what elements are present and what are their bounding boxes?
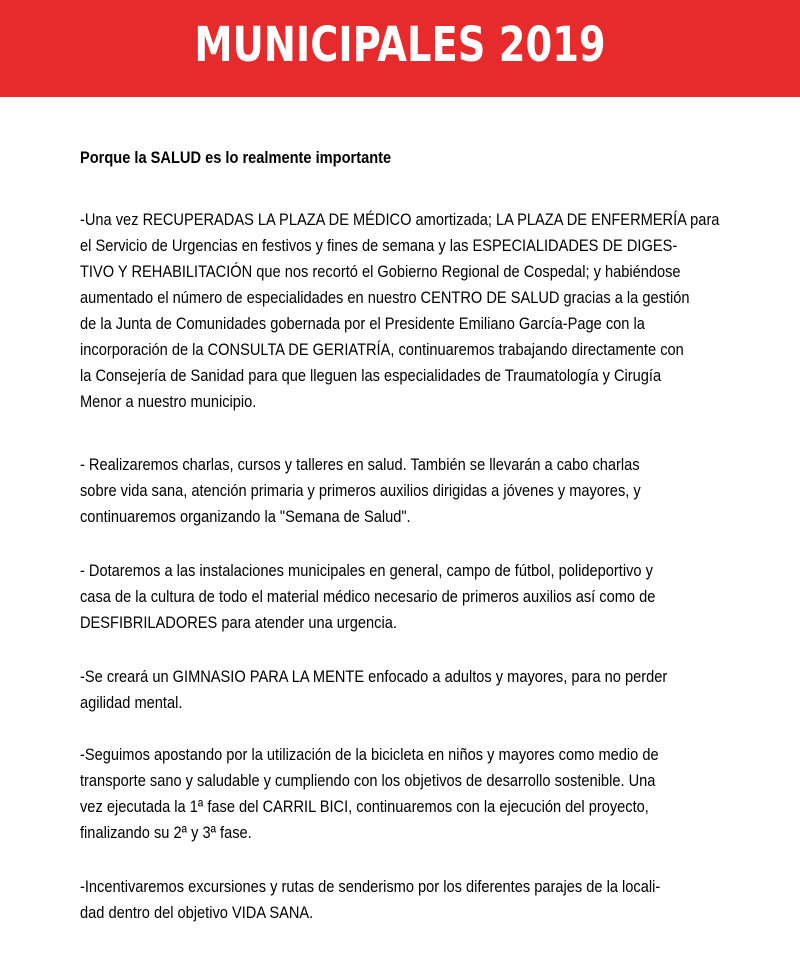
paragraph-carril-bici bbox=[80, 742, 740, 846]
text-line: el Servicio de Urgencias en festivos y fines de semana y las ESPECIALIDADES DE DIGES- bbox=[80, 236, 678, 255]
text-line: -Se creará un GIMNASIO PARA LA MENTE enfocado a adultos y mayores, para no perder bbox=[80, 667, 668, 686]
text-line: incorporación de la CONSULTA DE GERIATRÍA, continuaremos trabajando directamente con bbox=[80, 340, 684, 359]
paragraph-charlas bbox=[80, 452, 740, 530]
text-line: transporte sano y saludable y cumpliendo con los objetivos de desarrollo sostenible. Una bbox=[80, 771, 656, 790]
section-heading: Porque la SALUD es lo realmente importante bbox=[80, 148, 392, 167]
text-line: DESFIBRILADORES para atender una urgencia. bbox=[80, 613, 397, 632]
paragraph-urgencias bbox=[80, 207, 740, 415]
text-line: TIVO Y REHABILITACIÓN que nos recortó el Gobierno Regional de Cospedal; y habiéndose bbox=[80, 262, 681, 281]
text-line: finalizando su 2ª y 3ª fase. bbox=[80, 823, 252, 842]
text-line: aumentado el número de especialidades en nuestro CENTRO DE SALUD gracias a la gestión bbox=[80, 288, 690, 307]
paragraph-gimnasio bbox=[80, 664, 740, 716]
text-line: continuaremos organizando la "Semana de Salud". bbox=[80, 507, 411, 526]
text-line: sobre vida sana, atención primaria y primeros auxilios dirigidas a jóvenes y mayores, y bbox=[80, 481, 641, 500]
text-line: -Seguimos apostando por la utilización de la bicicleta en niños y mayores como medio de bbox=[80, 745, 659, 764]
text-line: - Dotaremos a las instalaciones municipales en general, campo de fútbol, polideportivo y bbox=[80, 561, 653, 580]
text-line: la Consejería de Sanidad para que lleguen las especialidades de Traumatología y Cirugía bbox=[80, 366, 662, 385]
banner-title: MUNICIPALES 2019 bbox=[194, 16, 606, 73]
text-line: - Realizaremos charlas, cursos y talleres en salud. También se llevarán a cabo charlas bbox=[80, 455, 640, 474]
text-line: Menor a nuestro municipio. bbox=[80, 392, 257, 411]
text-line: casa de la cultura de todo el material médico necesario de primeros auxilios así como de bbox=[80, 587, 656, 606]
text-line: de la Junta de Comunidades gobernada por el Presidente Emiliano García-Page con la bbox=[80, 314, 645, 333]
header-banner bbox=[0, 0, 800, 97]
text-line: -Una vez RECUPERADAS LA PLAZA DE MÉDICO amortizada; LA PLAZA DE ENFERMERÍA para bbox=[80, 210, 720, 229]
paragraph-desfibriladores bbox=[80, 558, 740, 636]
paragraph-senderismo bbox=[80, 874, 740, 926]
text-line: -Incentivaremos excursiones y rutas de senderismo por los diferentes parajes de la locali- bbox=[80, 877, 661, 896]
text-line: dad dentro del objetivo VIDA SANA. bbox=[80, 903, 314, 922]
text-line: vez ejecutada la 1ª fase del CARRIL BICI, continuaremos con la ejecución del proyecto, bbox=[80, 797, 649, 816]
text-line: agilidad mental. bbox=[80, 693, 183, 712]
